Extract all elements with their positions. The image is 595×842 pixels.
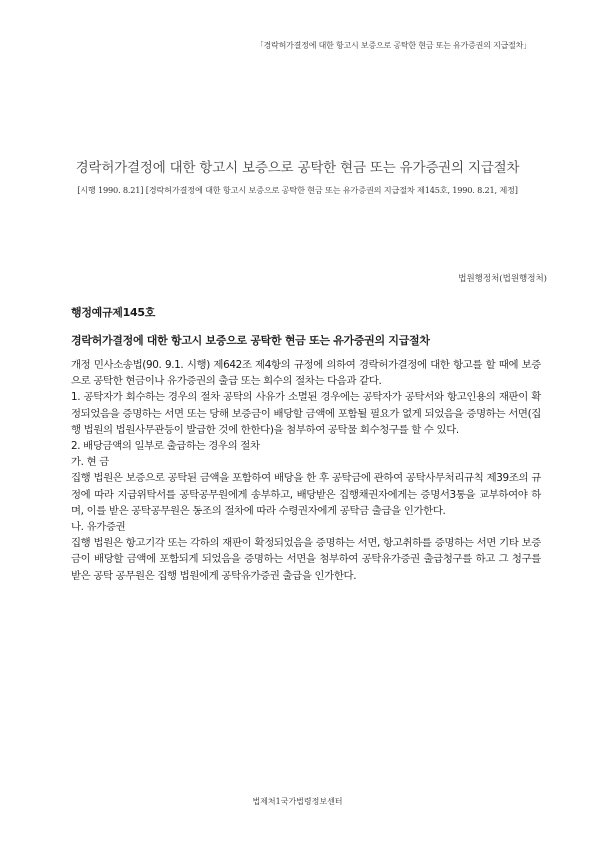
paragraph-subsection-securities-heading: 나. 유가증권: [71, 521, 126, 534]
paragraph-section-1: 1. 공탁자가 회수하는 경우의 절차 공탁의 사유가 소멸된 경우에는 공탁자가 공탁서와 항고인용의 재판이 확정되었음을 증명하는 서면 또는 당해 보증금이 배당할 금액에 포함될 필요가 없게 되었음을 증명하는 서면(집행 법원의 법원사무관등이 발급한 것에 한한다)을 첨부하여 공탁물 회수청구를 할 수 있다.: [71, 391, 541, 436]
paragraph-subsection-securities: 집행 법원은 항고기각 또는 각하의 재판이 확정되었음을 증명하는 서면, 항고취하를 증명하는 서면 기타 보증금이 배당할 금액에 포함되게 되었음을 증명하는 서면을 첨부하여 공탁유가증권 출급청구를 하고 그 청구를 받은 공탁 공무원은 집행 법원에게 공탁유가증권 출급을 인가한다.: [71, 537, 541, 582]
paragraph-subsection-cash: 집행 법원은 보증으로 공탁된 금액을 포함하여 배당을 한 후 공탁금에 관하여 공탁사무처리규칙 제39조의 규정에 따라 지급위탁서를 공탁공무원에게 송부하고, 배당받은 집행채권자에게는 증명서3통을 교부하여야 하며, 이를 받은 공탁공무원은 동조의 절차에 따라 수령권자에게 공탁금 출급을 인가한다.: [71, 472, 541, 517]
document-title: 경락허가결정에 대한 항고시 보증으로 공탁한 현금 또는 유가증권의 지급절차: [75, 160, 520, 176]
paragraph-section-2-heading: 2. 배당금액의 일부로 출급하는 경우의 절차: [71, 440, 260, 453]
running-header: 「경락허가결정에 대한 항고시 보증으로 공탁한 현금 또는 유가증권의 지급절차」: [255, 41, 531, 50]
rule-heading: 경락허가결정에 대한 항고시 보증으로 공탁한 현금 또는 유가증권의 지급절차: [71, 334, 430, 347]
document-meta: [시행 1990. 8.21] [경락허가결정에 대한 항고시 보증으로 공탁한 현금 또는 유가증권의 지급절차 제145호, 1990. 8.21, 제정]: [77, 185, 518, 195]
rule-number: 행정예규제145호: [71, 306, 156, 319]
rule-body: [71, 357, 541, 584]
page-footer: 법제처1국가법령정보센터: [252, 797, 343, 806]
issuing-ministry: 법원행정처(법원행정처): [458, 274, 547, 284]
paragraph-intro: 개정 민사소송법(90. 9.1. 시행) 제642조 제4항의 규정에 의하여 경락허가결정에 대한 항고를 할 때에 보증으로 공탁한 현금이나 유가증권의 출급 또는 회수의 절차는 다음과 같다.: [71, 359, 541, 388]
paragraph-subsection-cash-heading: 가. 현 금: [71, 456, 109, 469]
